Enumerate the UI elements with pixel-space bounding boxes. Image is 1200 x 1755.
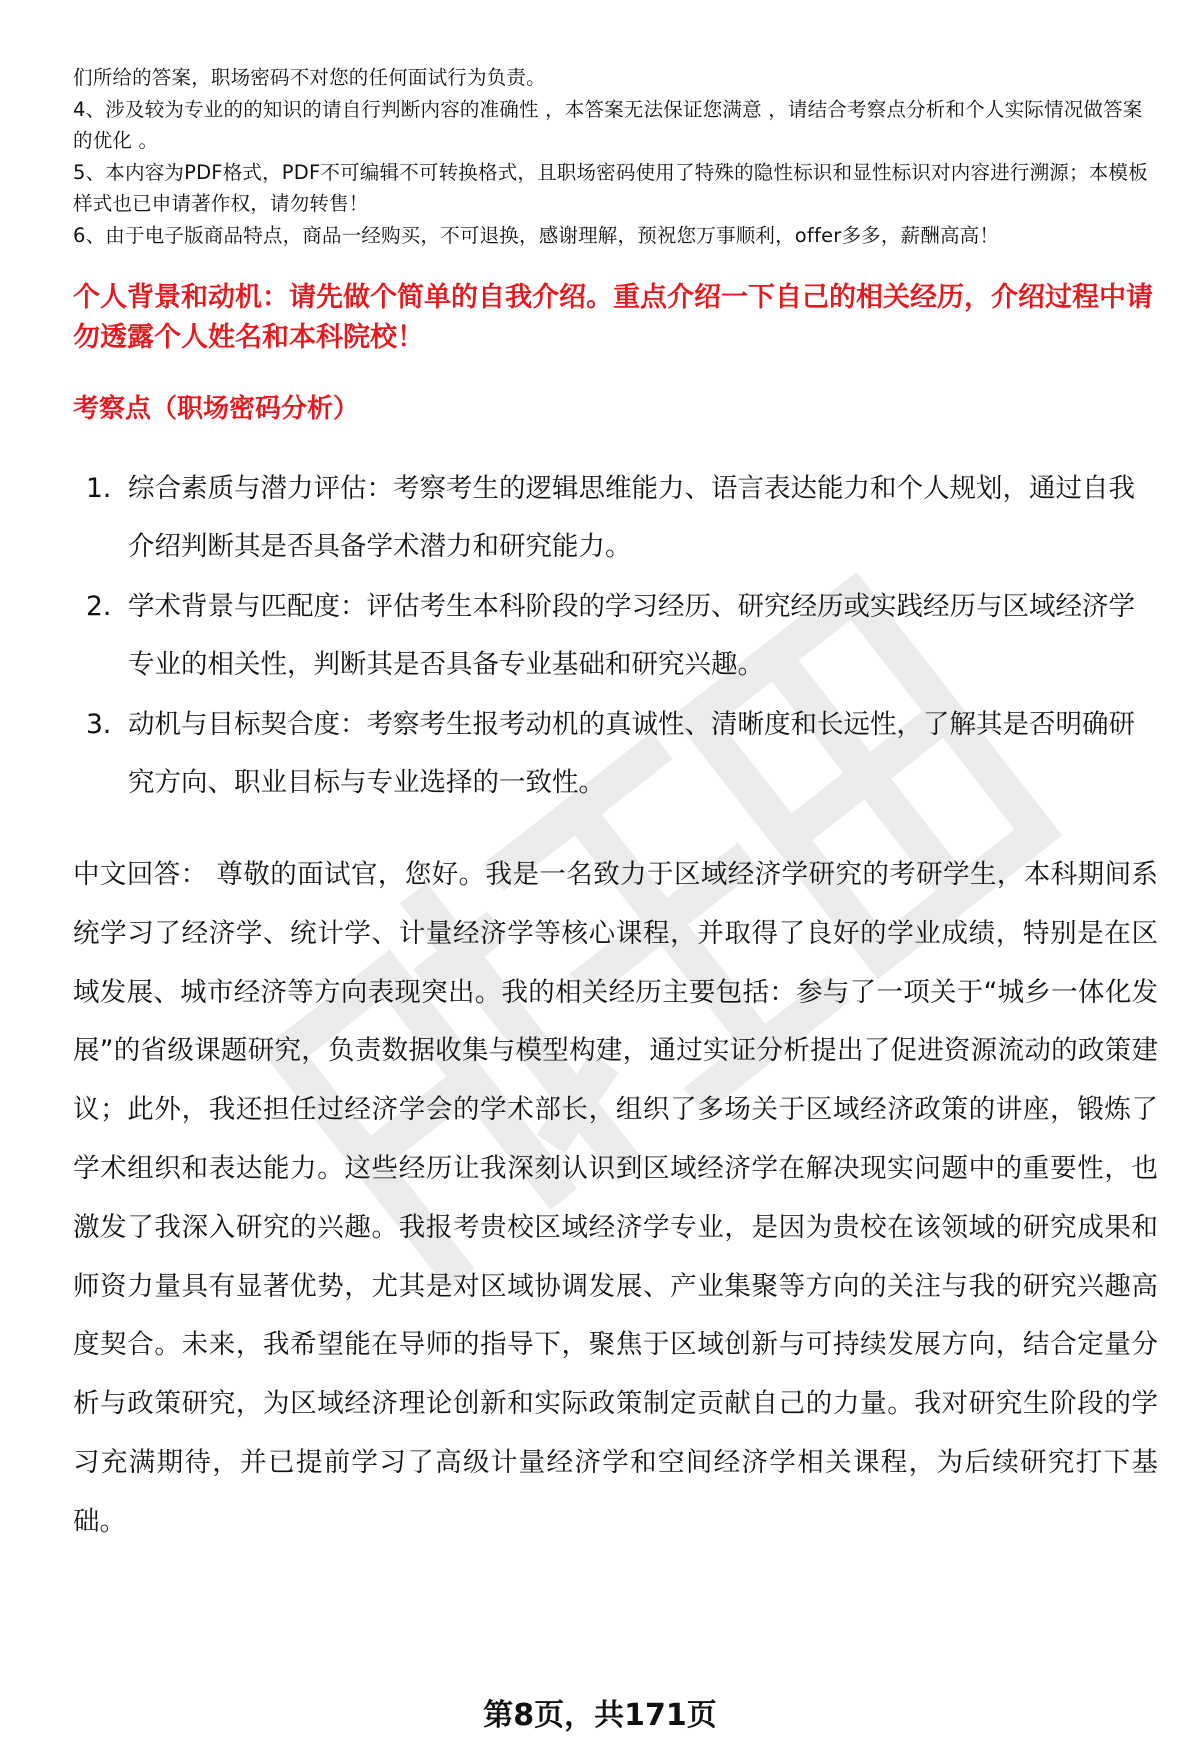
list-text: 动机与目标契合度：考察考生报考动机的真诚性、清晰度和长远性，了解其是否明确研究方向、职业目标与专业选择的一致性。 (128, 709, 1135, 798)
notice-line: 们所给的答案，职场密码不对您的任何面试行为负责。 (73, 66, 546, 89)
list-item (86, 460, 1146, 575)
list-text: 学术背景与匹配度：评估考生本科阶段的学习经历、研究经历或实践经历与区域经济学专业的相关性，判断其是否具备专业基础和研究兴趣。 (128, 591, 1135, 680)
notice-line: 5、本内容为PDF格式，PDF不可编辑不可转换格式，且职场密码使用了特殊的隐性标识和显性标识对内容进行溯源；本模板样式也已申请著作权，请勿转售！ (73, 160, 1148, 215)
list-number: 3. (86, 709, 112, 740)
page-number: 第8页，共171页 (483, 1698, 717, 1733)
notice-line: 4、涉及较为专业的的知识的请自行判断内容的准确性 ，本答案无法保证您满意 ，请结合考察点分析和个人实际情况做答案的优化 。 (73, 97, 1143, 152)
list-number: 2. (86, 591, 112, 622)
list-number: 1. (86, 473, 112, 504)
notices-block (73, 62, 1153, 251)
notice-line: 6、由于电子版商品特点，商品一经购买，不可退换，感谢理解，预祝您万事顺利，offer多多，薪酬高高！ (73, 223, 1000, 247)
chinese-answer: 中文回答： 尊敬的面试官，您好。我是一名致力于区域经济学研究的考研学生，本科期间系统学习了经济学、统计学、计量经济学等核心课程，并取得了良好的学业成绩，特别是在区域发展、城市经济等方向表现突出。我的相关经历主要包括：参与了一项关于“城乡一体化发展”的省级课题研究，负责数据收集与模型构建，通过实证分析提出了促进资源流动的政策建议；此外，我还担任过经济学会的学术部长，组织了多场关于区域经济政策的讲座，锻炼了学术组织和表达能力。这些经历让我深刻认识到区域经济学在解决现实问题中的重要性，也激发了我深入研究的兴趣。我报考贵校区域经济学专业，是因为贵校在该领域的研究成果和师资力量具有显著优势，尤其是对区域协调发展、产业集聚等方向的关注与我的研究兴趣高度契合。未来，我希望能在导师的指导下，聚焦于区域创新与可持续发展方向，结合定量分析与政策研究，为区域经济理论创新和实际政策制定贡献自己的力量。我对研究生阶段的学习充满期待，并已提前学习了高级计量经济学和空间经济学相关课程，为后续研究打下基础。 (73, 859, 1158, 1537)
list-item (86, 578, 1146, 693)
interview-question: 个人背景和动机：请先做个简单的自我介绍。重点介绍一下自己的相关经历，介绍过程中请勿透露个人姓名和本科院校！ (73, 282, 1153, 353)
exam-points-title: 考察点（职场密码分析） (73, 394, 360, 424)
list-text: 综合素质与潜力评估：考察考生的逻辑思维能力、语言表达能力和个人规划，通过自我介绍判断其是否具备学术潜力和研究能力。 (128, 473, 1135, 562)
list-item (86, 696, 1146, 811)
exam-points-list (86, 460, 1146, 814)
